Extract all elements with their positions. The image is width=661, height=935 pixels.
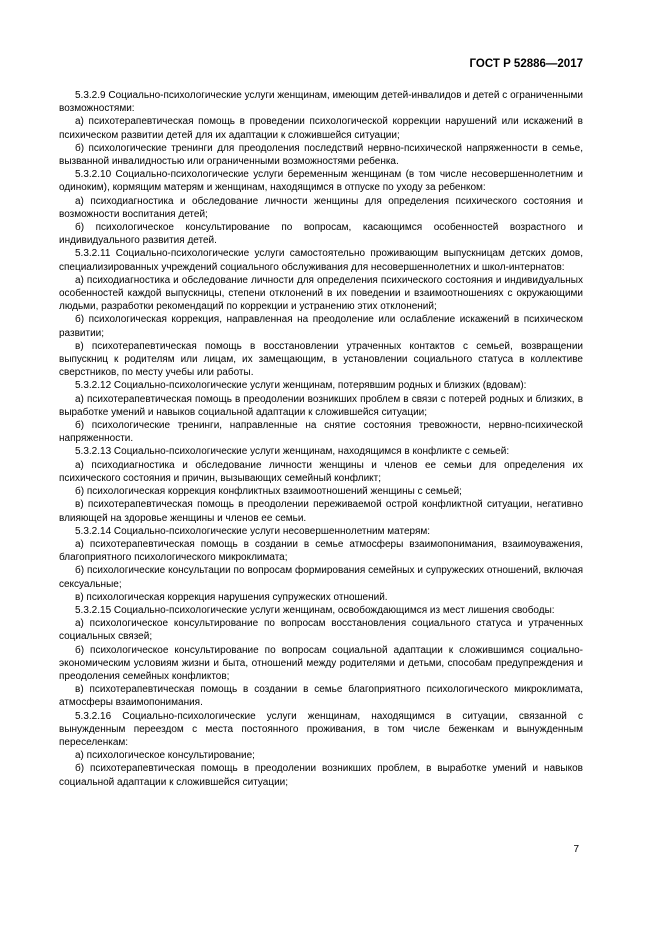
paragraph: а) психодиагностика и обследование личности женщины для определения психического состояния и возможности воспитания детей; (59, 195, 583, 220)
paragraph: б) психотерапевтическая помощь в преодолении возникших проблем, в выработке умений и навыков социальной адаптации к сложившейся ситуации; (59, 763, 583, 788)
paragraph: 5.3.2.13 Социально-психологические услуги женщинам, находящимся в конфликте с семьей: (75, 446, 510, 458)
paragraph: в) психотерапевтическая помощь в создании в семье благоприятного психологического микроклимата, атмосферы взаимопонимания. (59, 684, 583, 709)
paragraph: б) психологическая коррекция, направленная на преодоление или ослабление искажений в психическом развитии; (59, 314, 583, 339)
paragraph: 5.3.2.12 Социально-психологические услуги женщинам, потерявшим родных и близких (вдовам): (75, 380, 527, 392)
paragraph: 5.3.2.10 Социально-психологические услуги беременным женщинам (в том числе несовершеннолетним и одиноким), кормящим матерям и женщинам, находящимся в отпуске по уходу за ребенком: (59, 169, 583, 194)
paragraph: 5.3.2.16 Социально-психологические услуги женщинам, находящимся в ситуации, связанной с вынужденным переездом с места постоянного проживания, в том числе беженкам и вынужденным переселенкам: (59, 710, 583, 748)
paragraph: а) психодиагностика и обследование личности женщины и членов ее семьи для определения их психического состояния и причин, вызывающих семейный конфликт; (59, 459, 583, 484)
paragraph: а) психологическое консультирование; (75, 750, 255, 762)
paragraph: а) психотерапевтическая помощь в преодолении возникших проблем в связи с потерей родных и близких, в выработке умений и навыков социальной адаптации к сложившейся ситуации; (59, 393, 583, 418)
paragraph: б) психологические консультации по вопросам формирования семейных и супружеских отношений, включая сексуальные; (59, 565, 583, 590)
paragraph: в) психологическая коррекция нарушения супружеских отношений. (75, 591, 388, 603)
paragraph: б) психологическое консультирование по вопросам, касающимся особенностей возрастного и индивидуального развития детей. (59, 222, 583, 247)
page-number: 7 (573, 844, 579, 855)
paragraph: в) психотерапевтическая помощь в преодолении переживаемой острой конфликтной ситуации, негативно влияющей на здоровье женщины и членов ее семьи. (59, 499, 583, 524)
paragraph: б) психологическая коррекция конфликтных взаимоотношений женщины с семьей; (75, 486, 462, 498)
paragraph: а) психодиагностика и обследование личности для определения психического состояния и индивидуальных особенностей каждой выпускницы, степени отклонений в их поведении и взаимоотношениях с окружающими людьми, разработки рекомендаций по коррекции и устранению этих отклонений; (59, 274, 583, 313)
paragraph: 5.3.2.14 Социально-психологические услуги несовершеннолетним матерям: (75, 525, 431, 537)
paragraph: 5.3.2.9 Социально-психологические услуги женщинам, имеющим детей-инвалидов и детей с ограниченными возможностями: (59, 90, 583, 115)
paragraph: а) психологическое консультирование по вопросам восстановления социального статуса и утраченных социальных связей; (59, 618, 583, 643)
standard-header: ГОСТ Р 52886—2017 (469, 58, 583, 70)
paragraph: б) психологические тренинги для преодоления последствий нервно-психической напряженности в семье, вызванной инвалидностью или ограниченными возможностями ребенка. (59, 142, 583, 168)
paragraph: а) психотерапевтическая помощь в проведении психологической коррекции нарушений или искажений в психическом развитии детей для их адаптации к сложившейся ситуации; (59, 116, 583, 141)
paragraph: б) психологические тренинги, направленные на снятие состояния тревожности, нервно-психической напряженности. (59, 420, 583, 445)
document-body (59, 89, 583, 789)
paragraph: 5.3.2.15 Социально-психологические услуги женщинам, освобождающимся из мест лишения свободы: (75, 604, 555, 616)
paragraph: в) психотерапевтическая помощь в восстановлении утраченных контактов с семьей, возвращении выпускниц к родителям или лицам, их замещающим, в установлении социального статуса в коллективе сверстников, по месту учебы или работы. (59, 340, 583, 379)
paragraph: 5.3.2.11 Социально-психологические услуги самостоятельно проживающим выпускницам детских домов, специализированных учреждений социального обслуживания для несовершеннолетних и школ-интернатов: (59, 248, 583, 273)
paragraph: а) психотерапевтическая помощь в создании в семье атмосферы взаимопонимания, взаимоуважения, благоприятного психологического микроклимата; (59, 538, 583, 564)
paragraph: б) психологическое консультирование по вопросам социальной адаптации к сложившимся социально-экономическим условиям жизни и быта, отношений между родителями и детьми, способам предупреждения и преодоления семейных конфликтов; (59, 644, 583, 682)
